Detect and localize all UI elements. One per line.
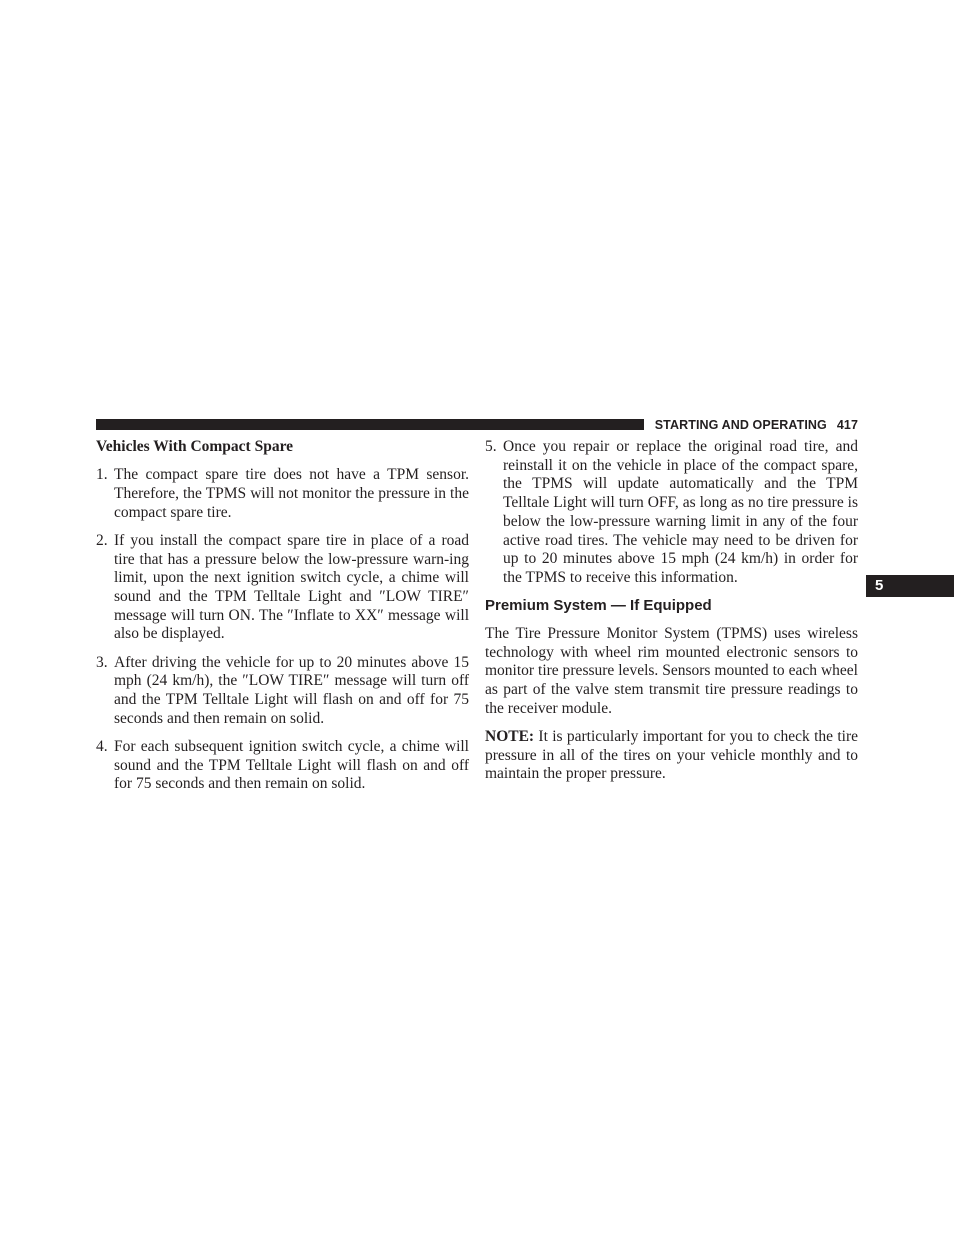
list-item-text: Once you repair or replace the original road tire, and reinstall it on the vehicle in place of the compact spare, the TPMS will update automatically and the TPM Telltale Light will turn OFF, as long as no tire pressure is below the low-pressure warning limit in any of the four active road tires. The vehicle may need to be driven for up to 20 minutes above 15 mph (24 km/h) in order for the TPMS to receive this information. [503, 438, 858, 586]
section-title: STARTING AND OPERATING [654, 418, 827, 432]
list-item-text: After driving the vehicle for up to 20 minutes above 15 mph (24 km/h), the ″LOW TIRE″ message will turn off and the TPM Telltale Light will flash on and off for 75 seconds and then remain on solid. [114, 653, 469, 727]
list-item [96, 654, 469, 729]
numbered-list-continued [485, 438, 858, 588]
body-paragraph: The Tire Pressure Monitor System (TPMS) uses wireless technology with wheel rim mounted electronic sensors to monitor tire pressure levels. Sensors mounted to each wheel as part of the valve stem transmit tire pressure readings to the receiver module. [485, 624, 858, 717]
list-item [485, 438, 858, 588]
left-column [96, 438, 469, 803]
list-item [96, 466, 469, 522]
list-item [96, 738, 469, 794]
right-column [485, 438, 858, 793]
page-number: 417 [836, 418, 858, 432]
list-item [96, 532, 469, 644]
header-rule [96, 419, 644, 430]
list-item-number: 1. [96, 466, 108, 484]
chapter-tab: 5 [866, 575, 954, 597]
list-item-number: 3. [96, 653, 108, 671]
note-label: NOTE: [485, 727, 535, 745]
note-paragraph [485, 728, 858, 784]
section-heading: Premium System — If Equipped [485, 597, 712, 615]
list-item-text: For each subsequent ignition switch cycle, a chime will sound and the TPM Telltale Light will flash on and off for 75 seconds and then remain on solid. [114, 737, 469, 793]
list-item-number: 2. [96, 531, 108, 549]
list-item-number: 5. [485, 438, 497, 455]
running-header [652, 417, 858, 433]
numbered-list [96, 466, 469, 794]
list-item-number: 4. [96, 737, 108, 755]
subsection-heading: Vehicles With Compact Spare [96, 438, 294, 455]
note-text: It is particularly important for you to check the tire pressure in all of the tires on your vehicle monthly and to maintain the proper pressure. [485, 727, 858, 783]
list-item-text: The compact spare tire does not have a TPM sensor. Therefore, the TPMS will not monitor the pressure in the compact spare tire. [114, 466, 469, 521]
list-item-text: If you install the compact spare tire in place of a road tire that has a pressure below the low-pressure warn-ing limit, upon the next ignition switch cycle, a chime will sound and the TPM Telltale Light and ″LOW TIRE″ message will turn ON. The ″Inflate to XX″ message will also be displayed. [114, 531, 469, 643]
